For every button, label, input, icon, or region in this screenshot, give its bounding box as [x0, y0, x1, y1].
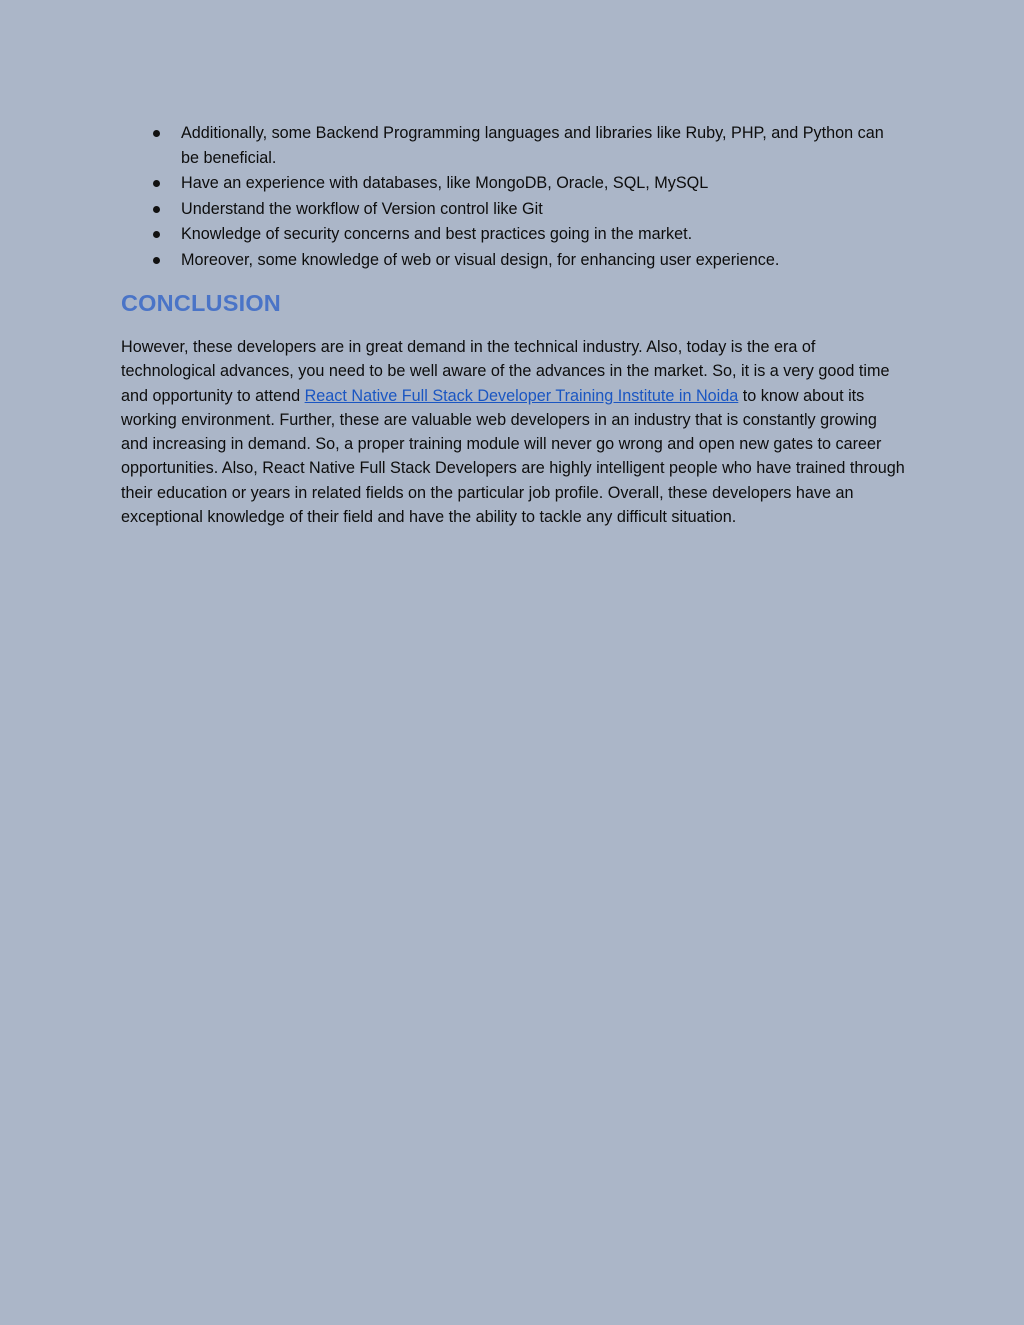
list-item — [121, 171, 906, 196]
requirements-list — [121, 121, 906, 272]
list-item-text: Have an experience with databases, like MongoDB, Oracle, SQL, MySQL — [181, 174, 709, 192]
bullet-icon — [153, 257, 160, 264]
conclusion-paragraph — [121, 335, 906, 529]
bullet-icon — [153, 231, 160, 238]
bullet-icon — [153, 180, 160, 187]
training-institute-link[interactable]: React Native Full Stack Developer Training Institute in Noida — [304, 386, 739, 405]
bullet-icon — [153, 206, 160, 213]
list-item-text: Moreover, some knowledge of web or visual design, for enhancing user experience. — [181, 250, 780, 269]
list-item — [121, 197, 906, 222]
list-item — [121, 248, 906, 273]
list-item-text: Knowledge of security concerns and best practices going in the market. — [181, 225, 693, 243]
bullet-icon — [153, 130, 160, 137]
paragraph-text-before-link: However, these developers are in great demand in the technical industry. Also, today is the era of technological advances, you need to be well aware of the advances in the market. So, it is a very good time and opportunity to attend — [121, 338, 890, 405]
list-item — [121, 222, 906, 247]
list-item-text: Understand the workflow of Version control like Git — [181, 199, 543, 218]
page-content — [121, 121, 906, 529]
paragraph-text-after-link: to know about its working environment. Further, these are valuable web developers in an industry that is constantly growing and increasing in demand. So, a proper training module will never go wrong and open new gates to career opportunities. Also, React Native Full Stack Developers are highly intelligent people who have trained through their education or years in related fields on the particular job profile. Overall, these developers have an exceptional knowledge of their field and have the ability to tackle any difficult situation. — [121, 386, 905, 527]
list-item-text: Additionally, some Backend Programming languages and libraries like Ruby, PHP, and Python can be beneficial. — [181, 124, 884, 167]
conclusion-heading: CONCLUSION — [121, 290, 281, 316]
list-item — [121, 121, 906, 170]
